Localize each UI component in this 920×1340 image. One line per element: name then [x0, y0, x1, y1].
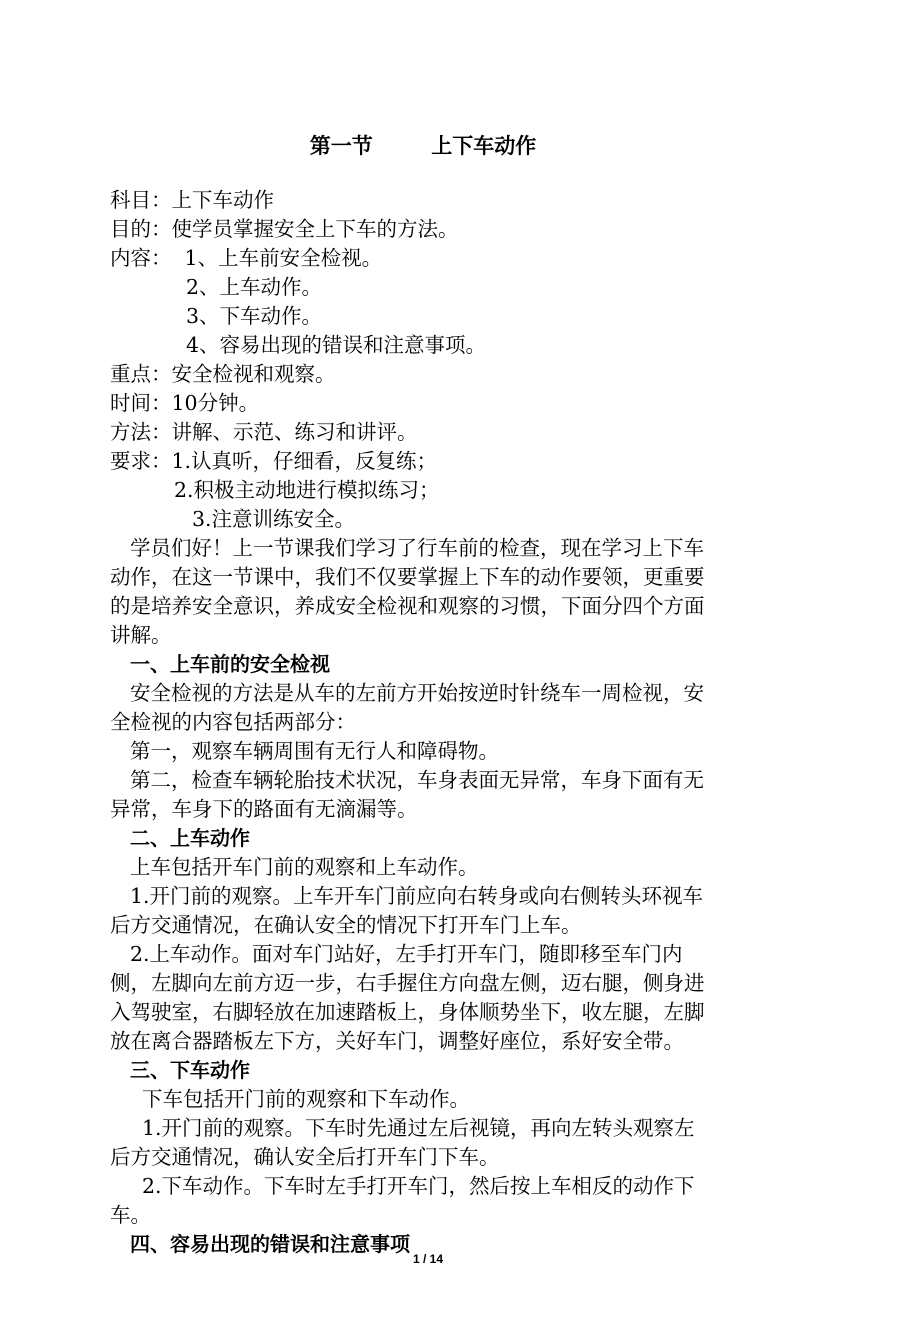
page-title: 第一节 上下车动作	[309, 134, 537, 158]
text-line: 3、下车动作。	[186, 304, 323, 328]
text-line: 1.开门前的观察。上车开车门前应向右转身或向右侧转头环视车	[130, 884, 704, 908]
text-line: 方法：讲解、示范、练习和讲评。	[110, 420, 418, 444]
text-line: 动作，在这一节课中，我们不仅要掌握上下车的动作要领，更重要	[110, 565, 705, 589]
text-line: 安全检视的方法是从车的左前方开始按逆时针绕车一周检视，安	[130, 681, 704, 705]
text-line: 下车包括开门前的观察和下车动作。	[142, 1087, 470, 1111]
text-line: 1.开门前的观察。下车时先通过左后视镜，再向左转头观察左	[142, 1116, 695, 1140]
text-line: 的是培养安全意识，养成安全检视和观察的习惯，下面分四个方面	[110, 594, 705, 618]
section-heading: 三、下车动作	[130, 1058, 250, 1082]
text-line: 全检视的内容包括两部分：	[110, 710, 356, 734]
section-heading: 一、上车前的安全检视	[130, 652, 330, 676]
text-line: 第二，检查车辆轮胎技术状况，车身表面无异常，车身下面有无	[130, 768, 704, 792]
text-line: 时间：10分钟。	[110, 391, 260, 415]
text-line: 侧，左脚向左前方迈一步，右手握住方向盘左侧，迈右腿，侧身进	[110, 971, 705, 995]
text-line: 后方交通情况，确认安全后打开车门下车。	[110, 1145, 500, 1169]
text-line: 4、容易出现的错误和注意事项。	[186, 333, 487, 357]
text-line: 放在离合器踏板左下方，关好车门，调整好座位，系好安全带。	[110, 1029, 684, 1053]
section-heading: 二、上车动作	[130, 826, 250, 850]
text-line: 重点：安全检视和观察。	[110, 362, 336, 386]
text-line: 2、上车动作。	[186, 275, 323, 299]
text-line: 异常，车身下的路面有无滴漏等。	[110, 797, 418, 821]
text-line: 3.注意训练安全。	[192, 507, 356, 531]
text-line: 车。	[110, 1203, 151, 1227]
section-heading: 四、容易出现的错误和注意事项	[130, 1232, 410, 1256]
text-line: 2.积极主动地进行模拟练习；	[174, 478, 440, 502]
text-line: 目的：使学员掌握安全上下车的方法。	[110, 217, 459, 241]
text-line: 讲解。	[110, 623, 172, 647]
text-line: 科目：上下车动作	[110, 188, 274, 212]
text-line: 要求：1.认真听，仔细看，反复练；	[110, 449, 438, 473]
text-line: 第一，观察车辆周围有无行人和障碍物。	[130, 739, 499, 763]
text-line: 2.下车动作。下车时左手打开车门，然后按上车相反的动作下	[142, 1174, 695, 1198]
text-line: 后方交通情况，在确认安全的情况下打开车门上车。	[110, 913, 582, 937]
page-number: 1 / 14	[412, 1252, 444, 1266]
text-line: 上车包括开车门前的观察和上车动作。	[130, 855, 479, 879]
text-line: 入驾驶室，右脚轻放在加速踏板上，身体顺势坐下，收左腿，左脚	[110, 1000, 705, 1024]
text-line: 内容： 1、上车前安全检视。	[110, 246, 383, 270]
text-line: 2.上车动作。面对车门站好，左手打开车门，随即移至车门内	[130, 942, 683, 966]
text-line: 学员们好！上一节课我们学习了行车前的检查，现在学习上下车	[130, 536, 704, 560]
